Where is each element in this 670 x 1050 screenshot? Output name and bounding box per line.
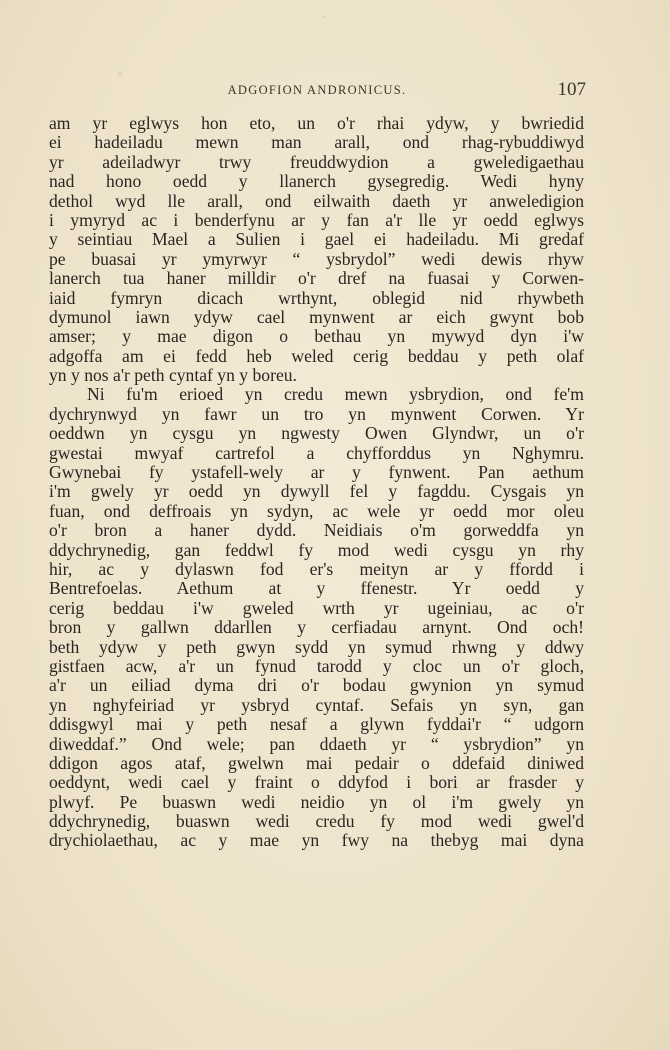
page-header	[48, 78, 586, 102]
text-line: i ymyryd ac i benderfynu ar y fan a'r lle yr oedd eglwys	[49, 209, 584, 230]
text-line: Gwynebai fy ystafell-wely ar y fynwent. Pan aethum	[49, 462, 584, 483]
text-line: hir, ac y dylaswn fod er's meityn ar y ffordd i	[49, 558, 584, 579]
text-line: iaid fymryn dicach wrthynt, oblegid nid rhywbeth	[49, 287, 584, 308]
text-line: fuan, ond deffroais yn sydyn, ac wele yr oedd mor oleu	[49, 500, 584, 521]
running-title: ADGOFION ANDRONICUS.	[227, 83, 407, 97]
text-line: dymunol iawn ydyw cael mynwent ar eich gwynt bob	[49, 306, 584, 327]
text-line: drychiolaethau, ac y mae yn fwy na thebyg mai dyna	[49, 830, 584, 851]
text-line: gistfaen acw, a'r un fynud tarodd y cloc un o'r gloch,	[49, 655, 584, 676]
text-line: amser; y mae digon o bethau yn mywyd dyn i'w	[49, 326, 584, 347]
text-line: ddychrynedig, gan feddwl fy mod wedi cysgu yn rhy	[49, 539, 584, 560]
page-number: 107	[557, 79, 586, 100]
body-text	[49, 114, 584, 851]
text-line: beth ydyw y peth gwyn sydd yn symud rhwng y ddwy	[49, 636, 584, 657]
text-line: i'm gwely yr oedd yn dywyll fel y fagddu. Cysgais yn	[49, 481, 584, 502]
text-line: o'r bron a haner dydd. Neidiais o'm gorweddfa yn	[49, 520, 584, 541]
text-line: cerig beddau i'w gweled wrth yr ugeiniau, ac o'r	[49, 597, 584, 618]
text-line: ei hadeiladu mewn man arall, ond rhag-rybuddiwyd	[49, 132, 584, 153]
text-line: dychrynwyd yn fawr un tro yn mynwent Corwen. Yr	[49, 403, 584, 424]
text-line: oeddwn yn cysgu yn ngwesty Owen Glyndwr, un o'r	[49, 423, 584, 444]
text-line: ddychrynedig, buaswn wedi credu fy mod wedi gwel'd	[49, 811, 584, 832]
text-line: oeddynt, wedi cael y fraint o ddyfod i bori ar frasder y	[49, 772, 584, 793]
page-stain	[118, 72, 122, 76]
text-line: am yr eglwys hon eto, un o'r rhai ydyw, y bwriedid	[49, 113, 584, 133]
text-line: Bentrefoelas. Aethum at y ffenestr. Yr oedd y	[49, 578, 584, 599]
text-line: a'r un eiliad dyma dri o'r bodau gwynion yn symud	[49, 675, 584, 696]
paragraph-end-line: yn y nos a'r peth cyntaf yn y boreu.	[49, 365, 297, 386]
text-line: bron y gallwn ddarllen y cerfiadau arnynt. Ond och!	[49, 617, 584, 638]
text-line: ddisgwyl mai y peth nesaf a glywn fyddai'r “ udgorn	[49, 714, 584, 735]
text-line: dethol wyd lle arall, ond eilwaith daeth yr anweledigion	[49, 190, 584, 211]
text-line: ddigon agos ataf, gwelwn mai pedair o ddefaid diniwed	[49, 752, 584, 773]
page-stain	[322, 15, 325, 18]
text-line: pe buasai yr ymyrwyr “ ysbrydol” wedi dewis rhyw	[49, 248, 584, 269]
text-line: nad hono oedd y llanerch gysegredig. Wedi hyny	[49, 171, 584, 192]
text-line: gwestai mwyaf cartrefol a chyfforddus yn Nghymru.	[49, 442, 584, 463]
text-line: adgoffa am ei fedd heb weled cerig beddau y peth olaf	[49, 345, 584, 366]
paragraph-start-line: Ni fu'm erioed yn credu mewn ysbrydion, ond fe'm	[87, 384, 584, 405]
text-line: diweddaf.” Ond wele; pan ddaeth yr “ ysbrydion” yn	[49, 733, 584, 754]
text-line: yn nghyfeiriad yr ysbryd cyntaf. Sefais yn syn, gan	[49, 694, 584, 715]
text-line: lanerch tua haner milldir o'r dref na fuasai y Corwen-	[49, 268, 584, 289]
text-line: yr adeiladwyr trwy freuddwydion a gweledigaethau	[49, 151, 584, 172]
text-line: y seintiau Mael a Sulien i gael ei hadeiladu. Mi gredaf	[49, 229, 584, 250]
text-line: plwyf. Pe buaswn wedi neidio yn ol i'm gwely yn	[49, 791, 584, 812]
